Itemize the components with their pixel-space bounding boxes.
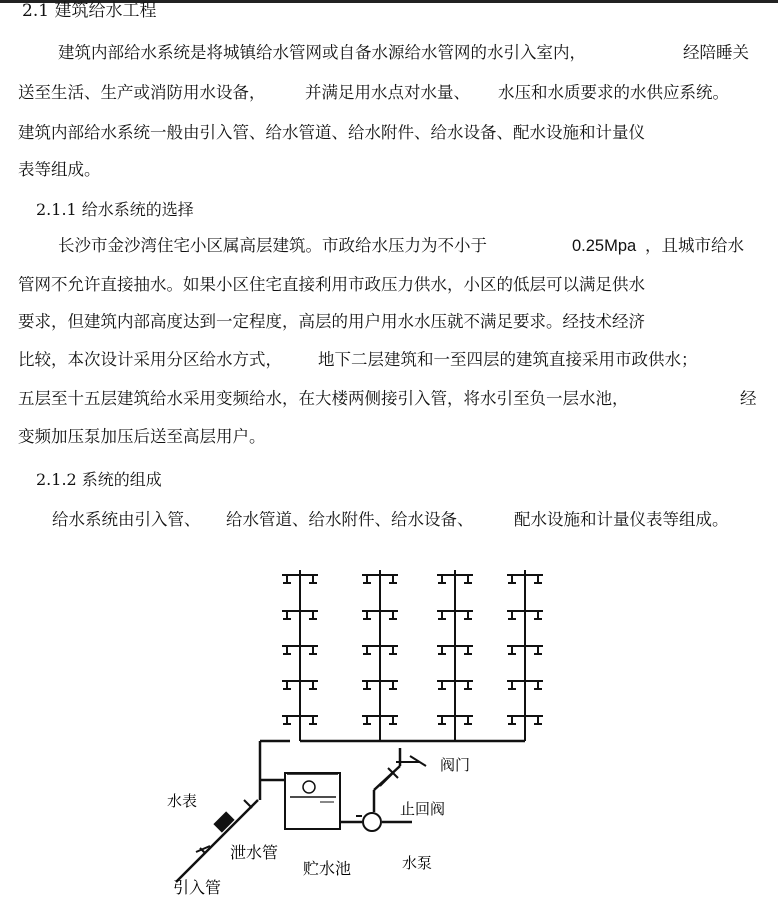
subsection-heading: 2.1.2 系统的组成 [36, 470, 162, 489]
label-valve: 阀门 [440, 756, 471, 774]
meter-icon [213, 811, 234, 832]
paragraph-line: 送至生活、生产或消防用水设备， [18, 83, 266, 102]
paragraph-line: 建筑内部给水系统一般由引入管、给水管道、给水附件、给水设备、配水设施和计量仪 [18, 123, 645, 142]
paragraph-line: 水压和水质要求的水供应系统。 [498, 83, 729, 102]
paragraph-line: 比较，本次设计采用分区给水方式， [18, 350, 282, 369]
pump-icon [363, 813, 381, 831]
paragraph-line: 经陪睡关 [683, 43, 749, 62]
paragraph-line: 配水设施和计量仪表等组成。 [514, 510, 729, 529]
subsection-heading: 2.1.1 给水系统的选择 [36, 200, 194, 219]
label-meter: 水表 [167, 792, 198, 810]
paragraph-line: 经 [740, 389, 757, 408]
paragraph-line: 建筑内部给水系统是将城镇给水管网或自备水源给水管网的水引入室内， [58, 43, 586, 62]
label-tank: 贮水池 [303, 859, 352, 878]
paragraph-line: 管网不允许直接抽水。如果小区住宅直接利用市政压力供水，小区的低层可以满足供水 [18, 275, 645, 294]
paragraph-line: 变频加压泵加压后送至高层用户。 [18, 427, 266, 446]
label-check-valve: 止回阀 [400, 800, 446, 818]
label-inlet-pipe: 引入管 [173, 878, 222, 897]
paragraph-line: 长沙市金沙湾住宅小区属高层建筑。市政给水压力为不小于 [58, 236, 487, 255]
paragraph-line: 地下二层建筑和一至四层的建筑直接采用市政供水； [318, 350, 698, 369]
section-heading: 2.1 建筑给水工程 [22, 1, 157, 21]
label-drain-pipe: 泄水管 [230, 843, 279, 862]
tank-icon [285, 773, 340, 829]
paragraph-line: 给水系统由引入管、 [52, 510, 201, 529]
paragraph-line: ，且城市给水 [645, 236, 744, 255]
paragraph-line: 给水管道、给水附件、给水设备、 [226, 510, 474, 529]
label-pump: 水泵 [402, 854, 433, 872]
paragraph-line: 要求，但建筑内部高度达到一定程度，高层的用户用水水压就不满足要求。经技术经济 [18, 312, 645, 331]
paragraph-line: 五层至十五层建筑给水采用变频给水，在大楼两侧接引入管，将水引至负一层水池， [18, 389, 629, 408]
paragraph-line: 表等组成。 [18, 160, 101, 179]
paragraph-line: 并满足用水点对水量、 [305, 83, 470, 102]
pressure-value: 0.25Mpa [572, 237, 637, 255]
check-valve-icon [380, 772, 394, 786]
